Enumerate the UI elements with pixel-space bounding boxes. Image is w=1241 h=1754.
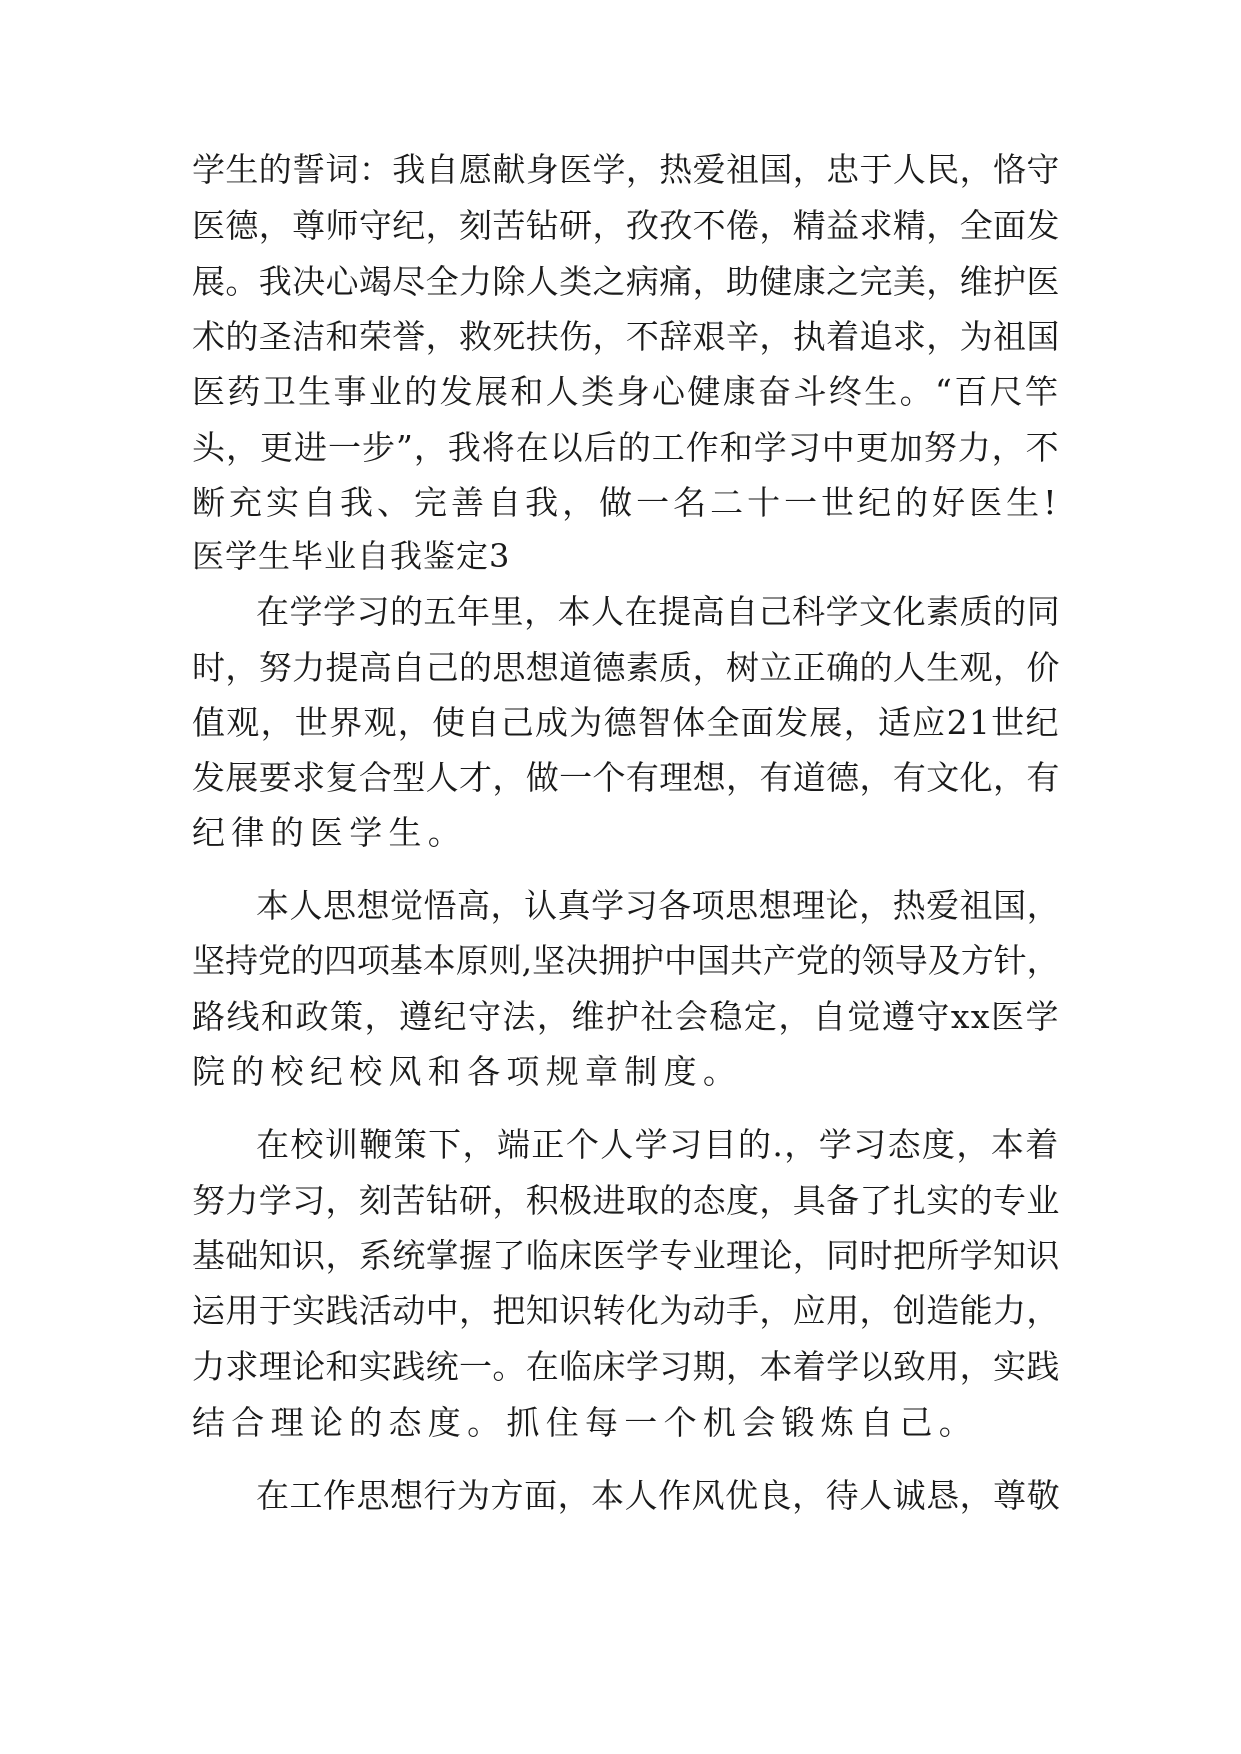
- body-text-line: 坚持党的四项基本原则,坚决拥护中国共产党的领导及方针，: [192, 941, 1060, 980]
- body-text-line: 努力学习，刻苦钻研，积极进取的态度，具备了扎实的专业: [192, 1181, 1060, 1220]
- body-text-line: 学生的誓词：我自愿献身医学，热爱祖国，忠于人民，恪守: [192, 150, 1060, 189]
- body-text-line: 展。我决心竭尽全力除人类之病痛，助健康之完美，维护医: [192, 262, 1060, 301]
- body-text-line: 发展要求复合型人才，做一个有理想，有道德，有文化，有: [192, 758, 1060, 797]
- body-text-line: 断充实自我、完善自我，做一名二十一世纪的好医生!: [192, 483, 1061, 522]
- body-text-line: 医药卫生事业的发展和人类身心健康奋斗终生。“百尺竿: [192, 372, 1061, 411]
- section-title: 医学生毕业自我鉴定3: [192, 537, 511, 575]
- body-text-line: 时，努力提高自己的思想道德素质，树立正确的人生观，价: [192, 648, 1060, 687]
- body-text-line: 术的圣洁和荣誉，救死扶伤，不辞艰辛，执着追求，为祖国: [192, 317, 1060, 356]
- body-text-line: 头，更进一步”，我将在以后的工作和学习中更加努力，不: [192, 428, 1060, 467]
- body-text-line: 院的校纪校风和各项规章制度。: [192, 1052, 743, 1091]
- body-text-line: 在学学习的五年里，本人在提高自己科学文化素质的同: [256, 592, 1061, 631]
- body-text-line: 在工作思想行为方面，本人作风优良，待人诚恳，尊敬: [256, 1476, 1061, 1515]
- body-text-line: 在校训鞭策下，端正个人学习目的.，学习态度，本着: [256, 1125, 1060, 1164]
- body-text-line: 路线和政策，遵纪守法，维护社会稳定，自觉遵守xx医学: [192, 997, 1061, 1036]
- body-text-line: 基础知识，系统掌握了临床医学专业理论，同时把所学知识: [192, 1236, 1060, 1275]
- body-text-line: 力求理论和实践统一。在临床学习期，本着学以致用，实践: [192, 1347, 1060, 1386]
- body-text-line: 纪律的医学生。: [192, 813, 468, 852]
- body-text-line: 运用于实践活动中，把知识转化为动手，应用，创造能力，: [192, 1291, 1060, 1330]
- body-text-line: 值观，世界观，使自己成为德智体全面发展，适应21世纪: [192, 703, 1060, 742]
- body-text-line: 本人思想觉悟高，认真学习各项思想理论，热爱祖国，: [256, 886, 1061, 925]
- body-text-line: 结合理论的态度。抓住每一个机会锻炼自己。: [192, 1403, 978, 1442]
- body-text-line: 医德，尊师守纪，刻苦钻研，孜孜不倦，精益求精，全面发: [192, 206, 1060, 245]
